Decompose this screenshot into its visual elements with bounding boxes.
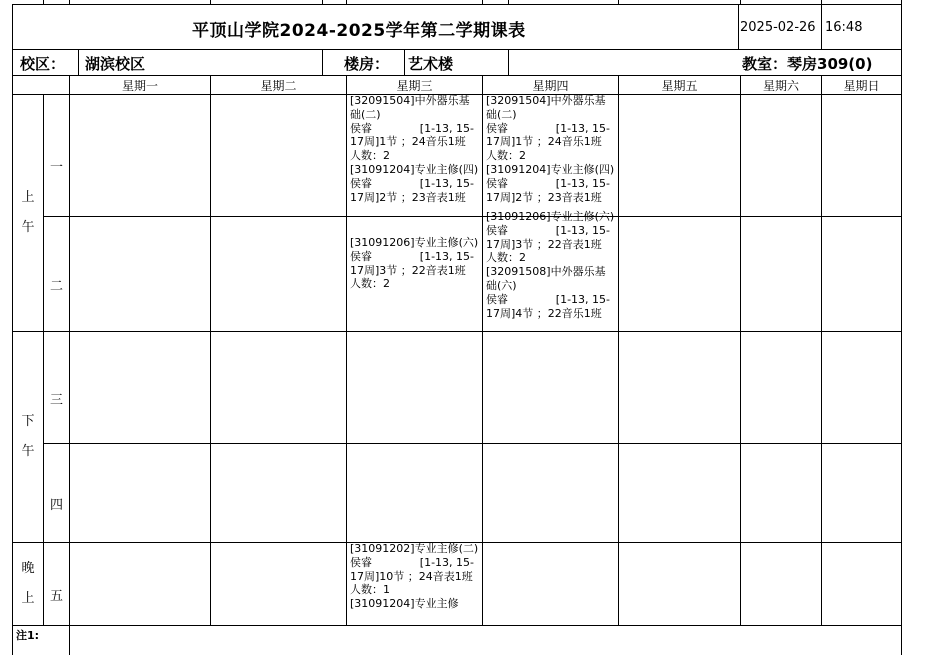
print-time: 16:48 [825,20,863,35]
day-header-thu: 星期四 [532,79,569,93]
room-label: 教室：琴房309(0) [742,55,873,73]
section-morning [13,94,43,331]
day-header-wed: 星期三 [396,79,433,93]
print-date: 2025-02-26 [740,20,816,35]
period-label-4: 四 [49,498,63,513]
period-label-2: 二 [49,279,63,294]
note-label: 注1: [16,629,40,642]
day-header-sat: 星期六 [762,79,799,93]
section-afternoon [13,331,43,542]
period-label-5: 五 [49,589,63,604]
period-label-1: 一 [49,160,63,175]
section-evening-text: 晚 上 [21,560,35,606]
course-cell-thu-p1[interactable]: [32091504]中外器乐基础(二) 侯睿 [1-13, 15- 17周]1节 ；24音乐1班 人数：2 [31091204]专业主修(四) 侯睿 [1-13, 15- 17周]2节 ；23音表1班 [486,94,615,204]
building-label: 楼房： [344,55,390,73]
day-header-fri: 星期五 [661,79,698,93]
day-header-tue: 星期二 [260,79,297,93]
section-evening [13,542,43,625]
course-cell-thu-p2[interactable]: [31091206]专业主修(六) 侯睿 [1-13, 15- 17周]3节 ；22音表1班 人数：2 [32091508]中外器乐基础(六) 侯睿 [1-13, 15- 17周]4节 ；22音乐1班 [486,210,615,320]
period-label-3: 三 [49,393,63,408]
day-header-mon: 星期一 [121,79,158,93]
course-cell-wed-p5[interactable]: [31091202]专业主修(二) 侯睿 [1-13, 15- 17周]10节 ；24音表1班 人数：1 [31091204]专业主修 [350,542,479,611]
course-cell-wed-p2[interactable]: [31091206]专业主修(六) 侯睿 [1-13, 15- 17周]3节 ；22音表1班 人数：2 [350,236,479,291]
campus-label: 校区： [20,55,66,73]
section-afternoon-text: 下 午 [21,413,35,459]
section-morning-text: 上 午 [21,189,35,235]
day-header-sun: 星期日 [843,79,880,93]
page-title: 平顶山学院2024-2025学年第二学期课表 [192,21,526,41]
campus-value: 湖滨校区 [85,55,146,73]
course-cell-wed-p1[interactable]: [32091504]中外器乐基础(二) 侯睿 [1-13, 15- 17周]1节 ；24音乐1班 人数：2 [31091204]专业主修(四) 侯睿 [1-13, 15- 17周]2节 ；23音表1班 [350,94,479,204]
building-value: 艺术楼 [408,55,454,73]
